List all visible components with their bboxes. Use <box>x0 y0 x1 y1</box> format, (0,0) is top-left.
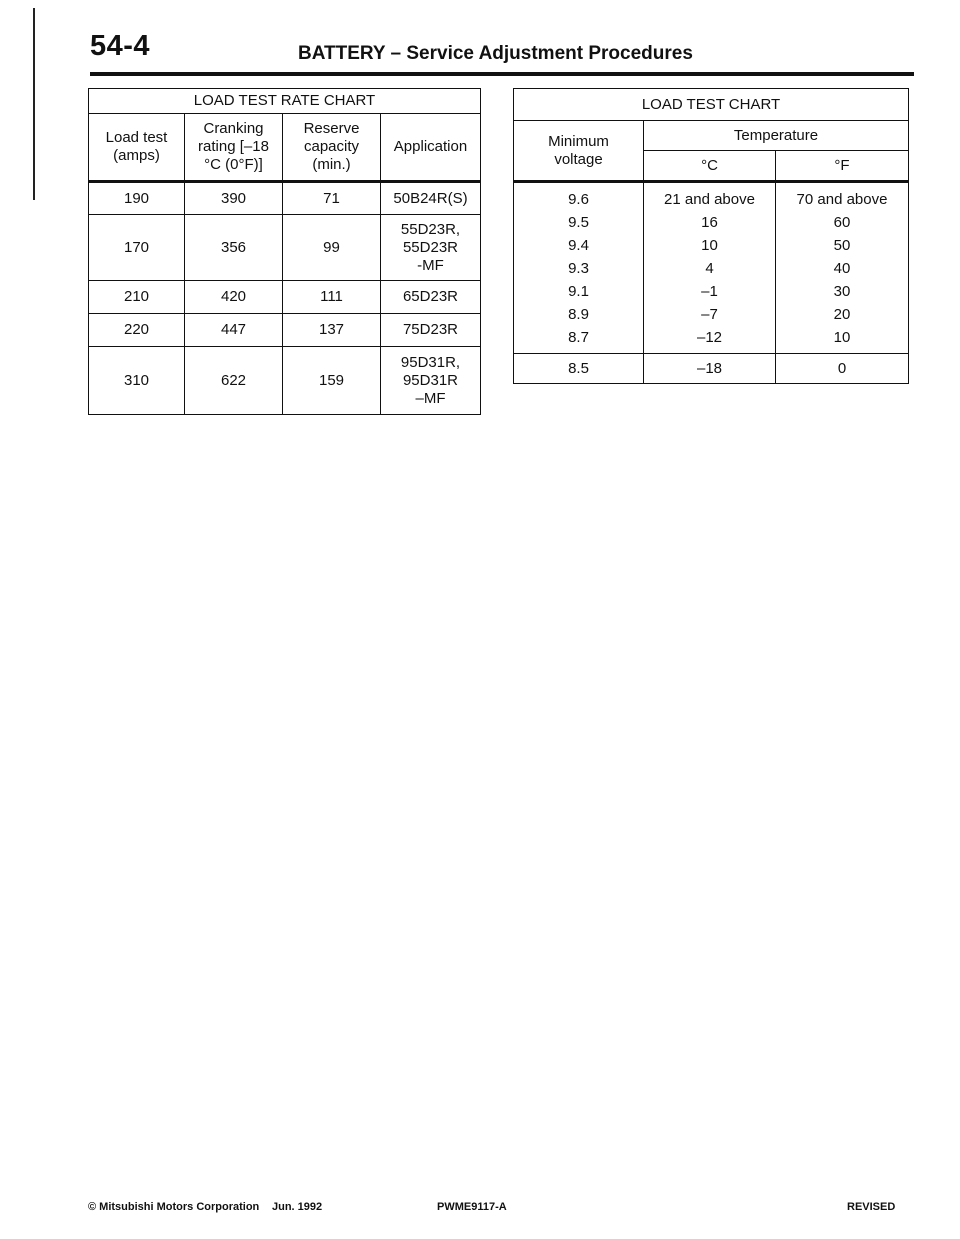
list-item: 40 <box>833 259 851 277</box>
revised-label: REVISED <box>847 1201 896 1213</box>
page-header <box>90 28 914 76</box>
voltage-column <box>514 182 644 354</box>
reserve-cell: 111 <box>283 281 381 314</box>
cranking-cell: 356 <box>185 215 283 281</box>
load-cell: 310 <box>89 347 185 415</box>
date-text: Jun. 1992 <box>272 1201 323 1213</box>
table-row <box>89 314 481 347</box>
fahrenheit-column <box>776 182 909 354</box>
list-item: 9.6 <box>568 190 589 208</box>
table-row <box>89 281 481 314</box>
application-cell: 65D23R <box>381 281 481 314</box>
page-number: 54-4 <box>90 30 151 62</box>
col-header-cranking-rating: Cranking rating [–18 °C (0°F)] <box>185 114 283 182</box>
doc-code: PWME9117-A <box>437 1201 507 1213</box>
margin-rule <box>33 8 35 200</box>
list-item: –12 <box>696 328 723 346</box>
load-test-rate-chart <box>88 88 481 415</box>
col-header-application: Application <box>381 114 481 182</box>
celsius-column <box>644 182 776 354</box>
header-rule <box>90 72 914 76</box>
reserve-cell: 159 <box>283 347 381 415</box>
fahrenheit-cell: 0 <box>776 354 909 384</box>
application-cell: 55D23R, 55D23R -MF <box>381 215 481 281</box>
section-title: BATTERY – Service Adjustment Procedures <box>298 43 693 64</box>
list-item: 70 and above <box>796 190 888 208</box>
list-item: 8.7 <box>568 328 589 346</box>
cranking-cell: 622 <box>185 347 283 415</box>
table-row <box>89 182 481 215</box>
list-item: 9.5 <box>568 213 589 231</box>
application-cell: 95D31R, 95D31R –MF <box>381 347 481 415</box>
cranking-cell: 390 <box>185 182 283 215</box>
table-row <box>89 215 481 281</box>
rate-chart-title: LOAD TEST RATE CHART <box>89 89 481 114</box>
list-item: 9.4 <box>568 236 589 254</box>
application-cell: 50B24R(S) <box>381 182 481 215</box>
reserve-cell: 99 <box>283 215 381 281</box>
list-item: 10 <box>833 328 851 346</box>
list-item: 50 <box>833 236 851 254</box>
load-chart-title: LOAD TEST CHART <box>514 89 909 121</box>
page-footer <box>88 1201 924 1221</box>
load-cell: 190 <box>89 182 185 215</box>
load-test-chart <box>513 88 909 384</box>
list-item: 9.3 <box>568 259 589 277</box>
voltage-cell: 8.5 <box>514 354 644 384</box>
col-header-reserve-capacity: Reserve capacity (min.) <box>283 114 381 182</box>
list-item: 4 <box>705 259 714 277</box>
col-header-load-test: Load test (amps) <box>89 114 185 182</box>
copyright-text: © Mitsubishi Motors Corporation <box>88 1201 260 1213</box>
cranking-cell: 447 <box>185 314 283 347</box>
list-item: 9.1 <box>568 282 589 300</box>
load-cell: 220 <box>89 314 185 347</box>
table-row <box>89 347 481 415</box>
application-cell: 75D23R <box>381 314 481 347</box>
list-item: 60 <box>833 213 851 231</box>
list-item: –1 <box>701 282 718 300</box>
list-item: 16 <box>701 213 718 231</box>
cranking-cell: 420 <box>185 281 283 314</box>
list-item: 20 <box>833 305 851 323</box>
list-item: –7 <box>701 305 718 323</box>
celsius-header: °C <box>644 151 776 182</box>
list-item: 30 <box>833 282 851 300</box>
celsius-cell: –18 <box>644 354 776 384</box>
temperature-header: Temperature <box>644 121 909 151</box>
table-row <box>514 354 909 384</box>
list-item: 10 <box>701 236 718 254</box>
reserve-cell: 71 <box>283 182 381 215</box>
load-cell: 170 <box>89 215 185 281</box>
minimum-voltage-header: Minimum voltage <box>514 121 644 182</box>
reserve-cell: 137 <box>283 314 381 347</box>
load-cell: 210 <box>89 281 185 314</box>
fahrenheit-header: °F <box>776 151 909 182</box>
list-item: 8.9 <box>568 305 589 323</box>
list-item: 21 and above <box>664 190 755 208</box>
